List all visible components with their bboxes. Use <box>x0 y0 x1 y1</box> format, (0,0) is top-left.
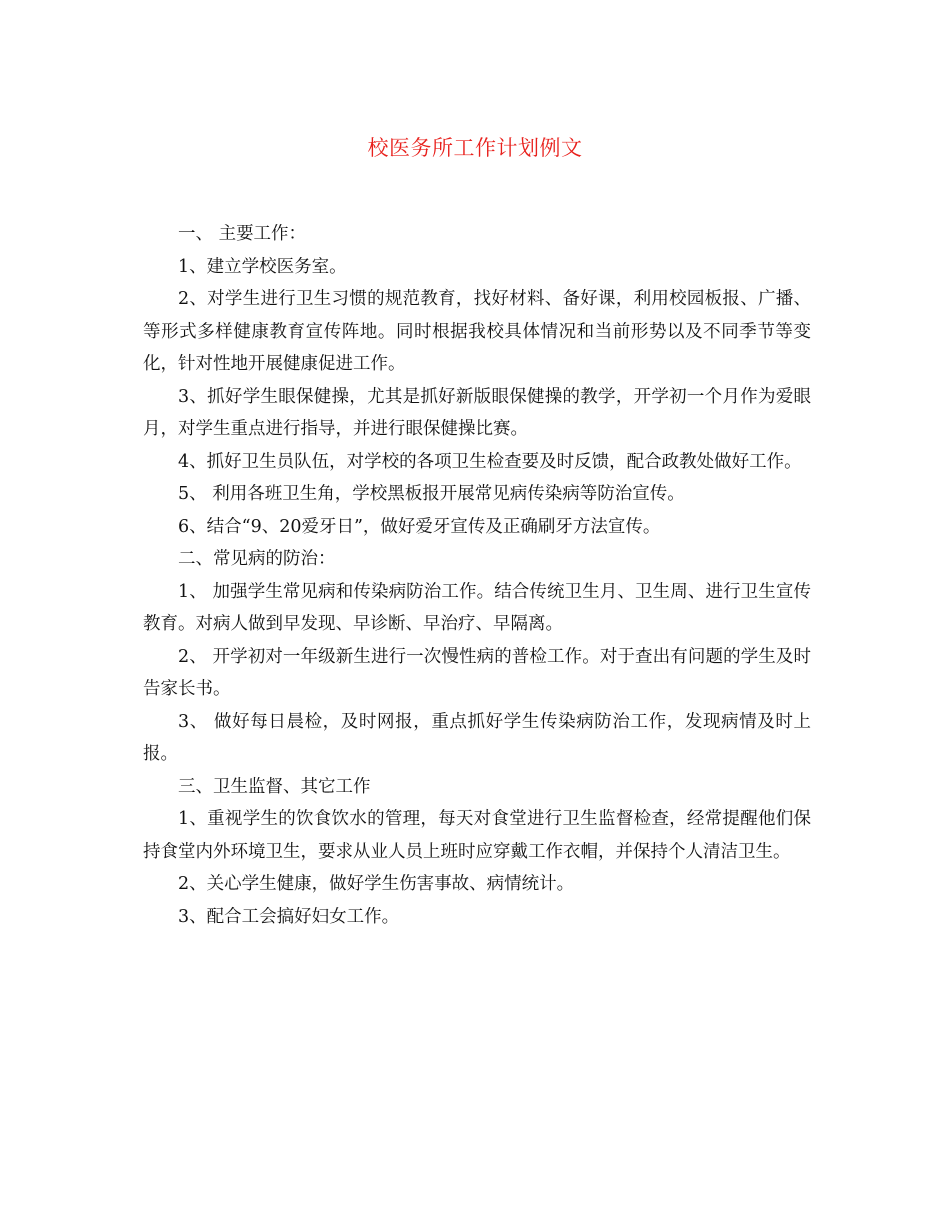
paragraph-item: 2、对学生进行卫生习惯的规范教育，找好材料、备好课，利用校园板报、广播、等形式多样健康教育宣传阵地。同时根据我校具体情况和当前形势以及不同季节等变化，针对性地开展健康促进工作。 <box>143 289 811 374</box>
section-heading-disease-prevention: 二、常见病的防治： <box>178 549 336 569</box>
paragraph-item: 1、建立学校医务室。 <box>178 256 347 277</box>
paragraph-item: 2、关心学生健康，做好学生伤害事故、病情统计。 <box>178 874 575 894</box>
paragraph-item: 3、 做好每日晨检，及时网报，重点抓好学生传染病防治工作，发现病情及时上报。 <box>143 711 811 764</box>
section-heading-main-work: 一、 主要工作： <box>178 224 307 244</box>
document-body <box>143 218 811 933</box>
document-title: 校医务所工作计划例文 <box>367 136 583 160</box>
paragraph-item: 5、 利用各班卫生角，学校黑板报开展常见病传染病等防治宣传。 <box>178 484 685 504</box>
paragraph-item: 1、重视学生的饮食饮水的管理，每天对食堂进行卫生监督检查，经常提醒他们保持食堂内外环境卫生，要求从业人员上班时应穿戴工作衣帽，并保持个人清洁卫生。 <box>143 809 811 862</box>
section-heading-hygiene-supervision: 三、卫生监督、其它工作 <box>178 776 371 797</box>
paragraph-item: 3、配合工会搞好妇女工作。 <box>178 906 400 927</box>
paragraph-item: 2、 开学初对一年级新生进行一次慢性病的普检工作。对于查出有问题的学生及时告家长书。 <box>143 646 811 699</box>
paragraph-item: 1、 加强学生常见病和传染病防治工作。结合传统卫生月、卫生周、进行卫生宣传教育。对病人做到早发现、早诊断、早治疗、早隔离。 <box>143 581 811 634</box>
paragraph-item: 3、抓好学生眼保健操，尤其是抓好新版眼保健操的教学，开学初一个月作为爱眼月，对学生重点进行指导，并进行眼保健操比赛。 <box>143 386 811 439</box>
paragraph-item: 6、结合“9、20爱牙日”，做好爱牙宣传及正确刷牙方法宣传。 <box>178 516 661 537</box>
paragraph-item: 4、抓好卫生员队伍，对学校的各项卫生检查要及时反馈，配合政教处做好工作。 <box>178 451 802 472</box>
